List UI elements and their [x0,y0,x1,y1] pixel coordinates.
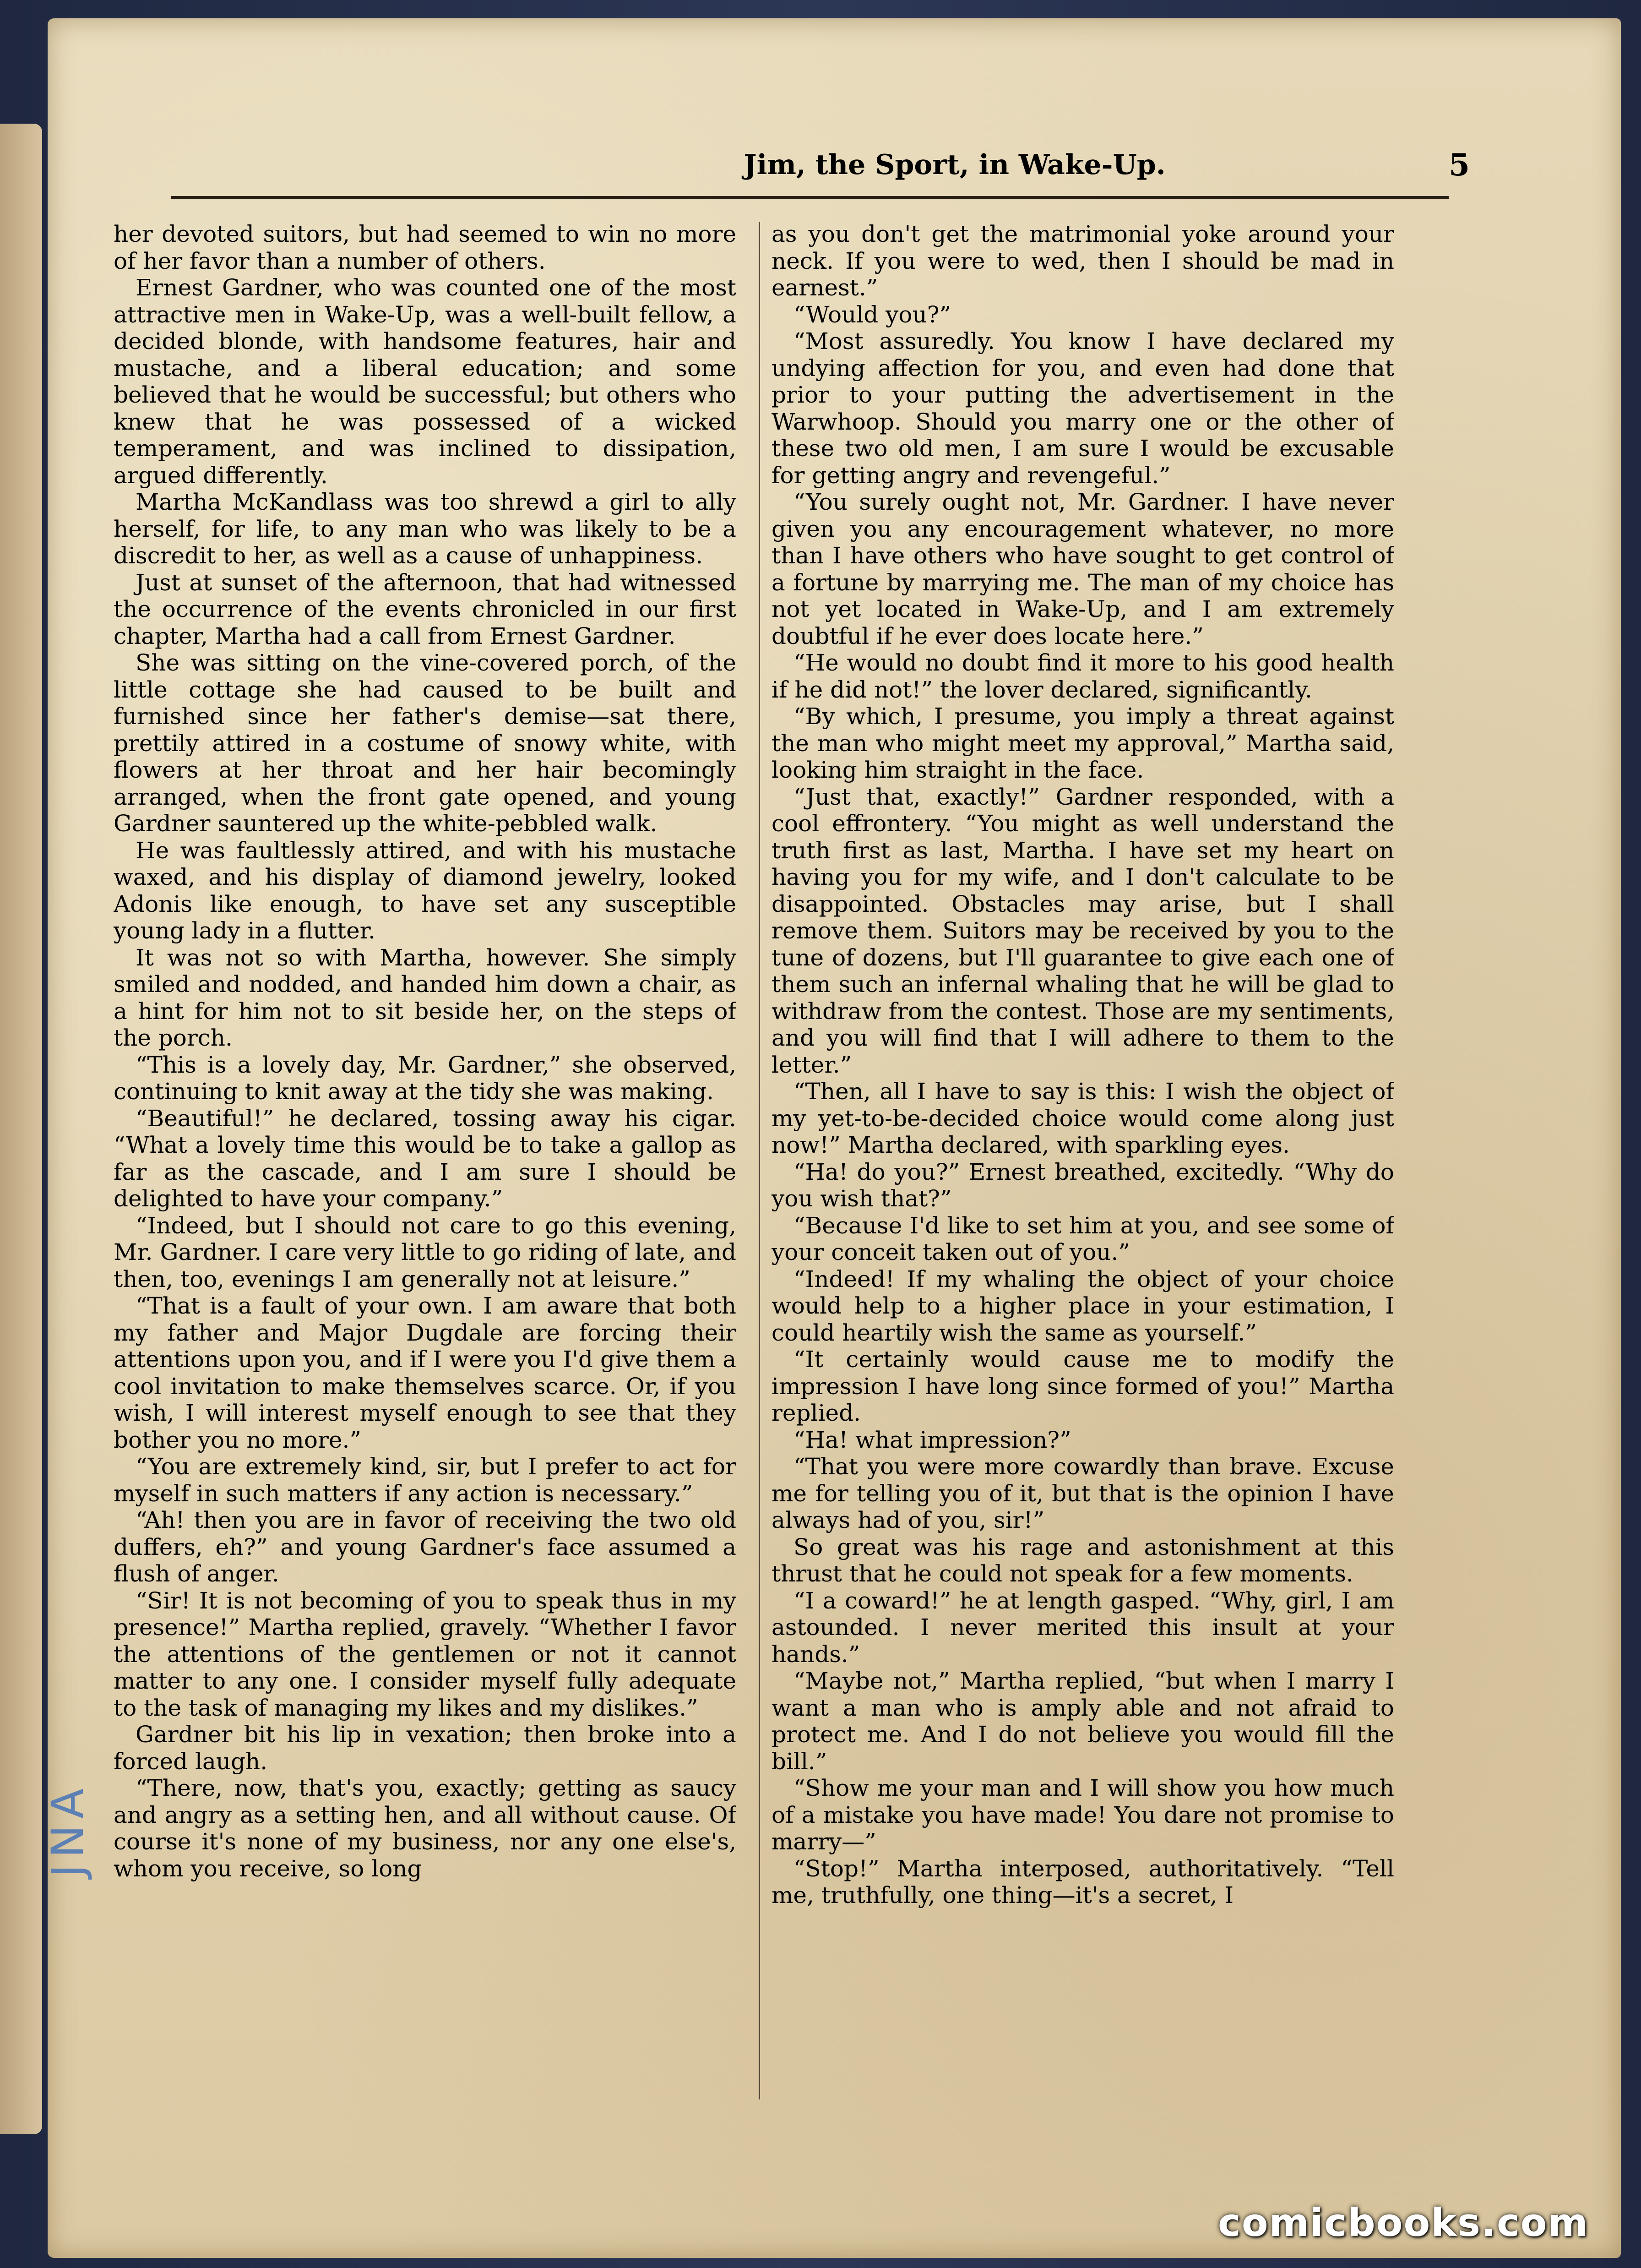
handwritten-margin-note [22,1756,114,1903]
paragraph: She was sitting on the vine-covered porch, of the little cottage she had caused to be built and furnished since her father's demise—sat there, prettily attired in a costume of snowy white, with flowers at her throat and her hair becomingly arranged, when the front gate opened, and young Gardner sauntered up the white-pebbled walk. [114,649,736,837]
header-title: Jim, the Sport, in Wake-Up. [744,149,1166,181]
paragraph: “Stop!” Martha interposed, authoritatively. “Tell me, truthfully, one thing—it's a secret, I [772,1855,1394,1908]
paragraph: “I a coward!” he at length gasped. “Why, girl, I am astounded. I never merited this insult at your hands.” [772,1587,1394,1668]
paragraph: “Ha! do you?” Ernest breathed, excitedly. “Why do you wish that?” [772,1158,1394,1212]
paragraph: Gardner bit his lip in vexation; then broke into a forced laugh. [114,1721,736,1775]
paragraph: “Ha! what impression?” [793,1426,1071,1453]
paragraph: “Most assuredly. You know I have declared my undying affection for you, and even had done that prior to your putting the advertisement in the Warwhoop. Should you marry one or the other of these two old men, I am sure I would be excusable for getting angry and revengeful.” [772,328,1394,489]
header-rule [171,196,1449,199]
paragraph: “You are extremely kind, sir, but I prefer to act for myself in such matters if any action is necessary.” [114,1453,736,1507]
paragraph: “Indeed, but I should not care to go this evening, Mr. Gardner. I care very little to go riding of late, and then, too, evenings I am generally not at leisure.” [114,1212,736,1292]
paragraph: “There, now, that's you, exactly; getting as saucy and angry as a setting hen, and all without cause. Of course it's none of my business, nor any one else's, whom you receive, so long [114,1775,736,1882]
paragraph: “You surely ought not, Mr. Gardner. I have never given you any encouragement whatever, no more than I have others who have sought to get control of a fortune by marrying me. The man of my choice has not yet located in Wake-Up, and I am extremely doubtful if he ever does locate here.” [772,489,1394,649]
paragraph: Just at sunset of the afternoon, that had witnessed the occurrence of the events chronicled in our first chapter, Martha had a call from Ernest Gardner. [114,569,736,649]
paragraph: “By which, I presume, you imply a threat against the man who might meet my approval,” Martha said, looking him straight in the face. [772,703,1394,783]
paragraph: “Maybe not,” Martha replied, “but when I marry I want a man who is amply able and not afraid to protect me. And I do not believe you would fill the bill.” [772,1668,1394,1775]
paragraph: “Show me your man and I will show you how much of a mistake you have made! You dare not promise to marry—” [772,1775,1394,1855]
watermark: comicbooks.com [1218,2200,1589,2245]
paragraph: “He would no doubt find it more to his good health if he did not!” the lover declared, significantly. [772,649,1394,703]
paragraph: “It certainly would cause me to modify the impression I have long since formed of you!” Martha replied. [772,1346,1394,1426]
paragraph: “That you were more cowardly than brave. Excuse me for telling you of it, but that is the opinion I have always had of you, sir!” [772,1453,1394,1533]
paragraph: “That is a fault of your own. I am aware that both my father and Major Dugdale are forcing their attentions upon you, and if I were you I'd give them a cool invitation to make themselves scarce. Or, if you wish, I will interest myself enough to see that they bother you no more.” [114,1292,736,1453]
paragraph: “Then, all I have to say is this: I wish the object of my yet-to-be-decided choice would come along just now!” Martha declared, with sparkling eyes. [772,1078,1394,1158]
right-column [772,221,1394,2103]
left-column [114,221,736,2103]
paragraph: “This is a lovely day, Mr. Gardner,” she observed, continuing to knit away at the tidy she was making. [114,1051,736,1105]
paragraph: her devoted suitors, but had seemed to win no more of her favor than a number of others. [114,221,736,274]
paragraph: It was not so with Martha, however. She simply smiled and nodded, and handed him down a chair, as a hint for him not to sit beside her, on the steps of the porch. [114,944,736,1051]
paragraph: as you don't get the matrimonial yoke around your neck. If you were to wed, then I should be mad in earnest.” [772,221,1394,301]
paragraph: “Ah! then you are in favor of receiving the two old duffers, eh?” and young Gardner's face assumed a flush of anger. [114,1507,736,1587]
paragraph: “Sir! It is not becoming of you to speak thus in my presence!” Martha replied, gravely. “Whether I favor the attentions of the gentlemen or not it cannot matter to any one. I consider myself fully adequate to the task of managing my likes and my dislikes.” [114,1587,736,1721]
paragraph: “Would you?” [793,301,951,328]
paragraph: So great was his rage and astonishment at this thrust that he could not speak for a few moments. [772,1533,1394,1587]
column-divider [759,222,760,2099]
paragraph: “Just that, exactly!” Gardner responded, with a cool effrontery. “You might as well understand the truth first as last, Martha. I have set my heart on having you for my wife, and I don't calculate to be disappointed. Obstacles may arise, but I shall remove them. Suitors may be received by you to the tune of dozens, but I'll guarantee to give each one of them such an infernal whaling that he will be glad to withdraw from the contest. Those are my sentiments, and you will find that I will adhere to them to the letter.” [772,783,1394,1078]
page-number: 5 [1449,147,1470,183]
paragraph: “Beautiful!” he declared, tossing away his cigar. “What a lovely time this would be to take a gallop as far as the cascade, and I am sure I should be delighted to have your company.” [114,1105,736,1212]
margin-note-text: JNA [42,1782,94,1877]
paragraph: Ernest Gardner, who was counted one of the most attractive men in Wake-Up, was a well-built fellow, a decided blonde, with handsome features, hair and mustache, and a liberal education; and some believed that he would be successful; but others who knew that he was possessed of a wicked temperament, and was inclined to dissipation, argued differently. [114,274,736,489]
paragraph: “Because I'd like to set him at you, and see some of your conceit taken out of you.” [772,1212,1394,1265]
paragraph: Martha McKandlass was too shrewd a girl to ally herself, for life, to any man who was likely to be a discredit to her, as well as a cause of unhappiness. [114,489,736,569]
running-header [501,146,1470,184]
paragraph: “Indeed! If my whaling the object of your choice would help to a higher place in your estimation, I could heartily wish the same as yourself.” [772,1265,1394,1346]
paragraph: He was faultlessly attired, and with his mustache waxed, and his display of diamond jewelry, looked Adonis like enough, to have set any susceptible young lady in a flutter. [114,837,736,944]
